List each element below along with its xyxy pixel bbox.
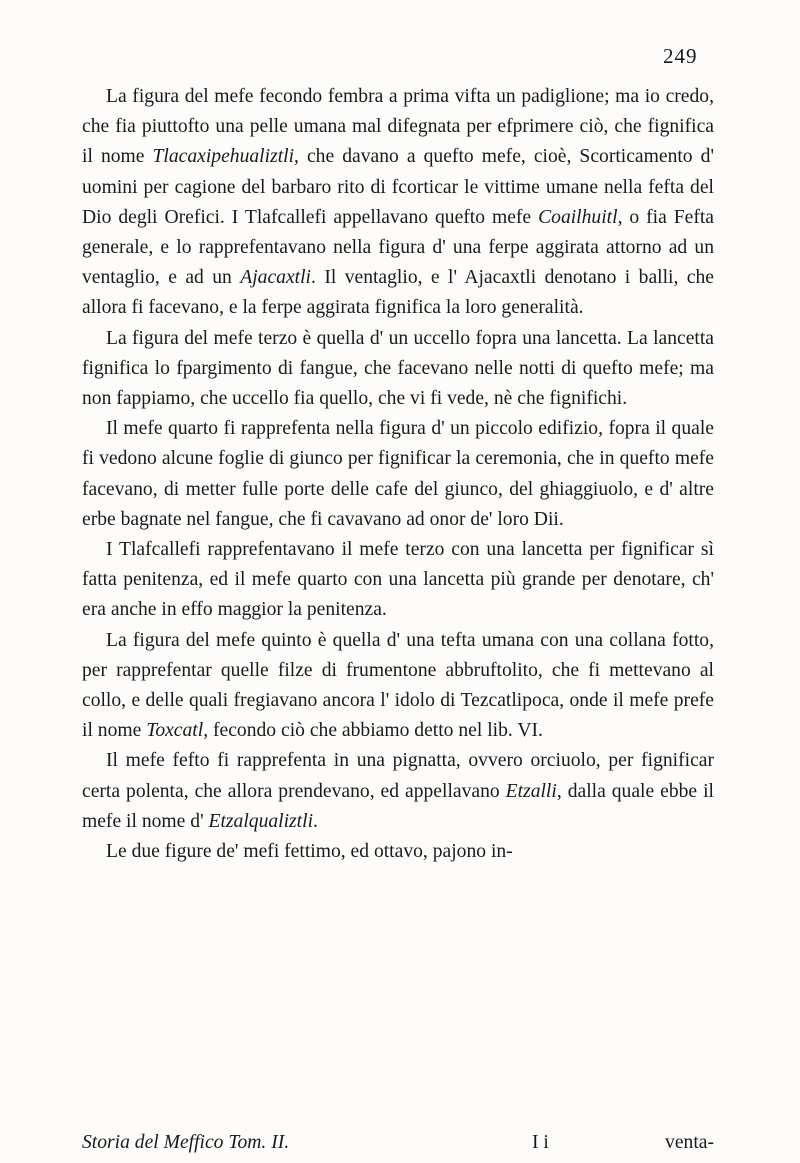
paragraph-7: Le due figure de' mefi fettimo, ed ottavo, pajono in- [106, 841, 513, 863]
page-number: 249 [663, 44, 698, 68]
page-footer [82, 1130, 714, 1158]
body-text [82, 82, 714, 867]
italic-term: Etzalli [505, 780, 557, 802]
signature-mark: I i [532, 1132, 549, 1153]
paragraph-4: I Tlafcallefi rapprefentavano il mefe terzo con una lancetta per fignificar sì fatta penitenza, ed il mefe quarto con una lancetta più grande per denotare, ch' era anche in effo maggior la penitenza. [82, 539, 714, 621]
italic-term: Coailhuitl [538, 206, 618, 228]
paragraph-3: Il mefe quarto fi rapprefenta nella figura d' un piccolo edifizio, fopra il quale fi vedono alcune foglie di giunco per fignificar la ceremonia, che in quefto mefe facevano, di metter fulle porte delle cafe del giunco, del ghiaggiuolo, e d' altre erbe bagnate nel fangue, che fi cavavano ad onor de' loro Dii. [82, 418, 714, 530]
italic-term: Tlacaxipehualiztli [152, 146, 295, 168]
paragraph-1: La figura del mefe fecondo fembra a prima vifta un padiglione; ma io credo, che fia piuttofto una pelle umana mal difegnata per efprimere ciò, che fignifica il nome Tlacaxipehualiztli, che davano a quefto mefe, cioè, Scorticamento d' uomini per cagione del barbaro rito di fcorticar le vittime umane nella fefta del Dio degli Orefici. I Tlafcallefi appellavano quefto mefe Coailhuitl, o fia Fefta generale, e lo rapprefentavano nella figura d' una ferpe aggirata attorno ad un ventaglio, e ad un Ajacaxtli. Il ventaglio, e l' Ajacaxtli denotano i balli, che allora fi facevano, e la ferpe aggirata fignifica la loro generalità. [82, 86, 714, 319]
paragraph-5: La figura del mefe quinto è quella d' una tefta umana con una collana fotto, per rapprefentar quelle filze di frumentone abbruftolito, che fi mettevano al collo, e delle quali fregiavano ancora l' idolo di Tezcatlipoca, onde il mefe prefe il nome Toxcatl, fecondo ciò che abbiamo detto nel lib. VI. [82, 629, 714, 742]
paragraph-6: Il mefe fefto fi rapprefenta in una pignatta, ovvero orciuolo, per fignificar certa polenta, che allora prendevano, ed appellavano Etzalli, dalla quale ebbe il mefe il nome d' Etzalqualiztli. [82, 750, 714, 832]
italic-term: Toxcatl [146, 720, 204, 742]
italic-term: Ajacaxtli [240, 267, 311, 289]
paragraph-2: La figura del mefe terzo è quella d' un uccello fopra una lancetta. La lancetta fignifica lo fpargimento di fangue, che facevano nelle notti di quefto mefe; ma non fappiamo, che uccello fia quello, che vi fi vede, nè che fignifichi. [82, 327, 714, 410]
italic-term: Etzalqualiztli [208, 810, 314, 832]
catchword: venta- [665, 1132, 714, 1153]
running-title: Storia del Meffico Tom. II. [82, 1132, 290, 1153]
